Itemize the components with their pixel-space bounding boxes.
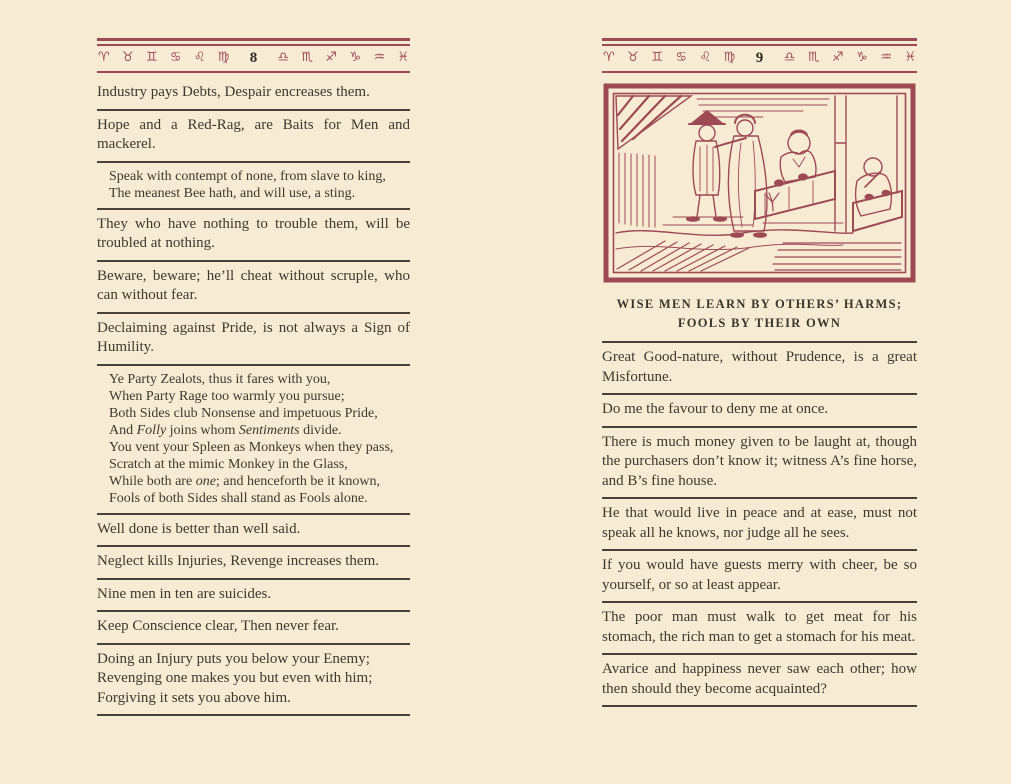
- aphorism: Great Good-nature, without Prudence, is a great Misfortune.: [602, 349, 917, 385]
- zodiac-ornament-icon: ♊: [651, 50, 663, 65]
- header-rule-bottom: [602, 71, 917, 73]
- aphorism: Keep Conscience clear, Then never fear.: [97, 618, 339, 634]
- divider-rule: [602, 549, 917, 551]
- aphorism: Declaiming against Pride, is not always a Sign of Humility.: [97, 319, 410, 355]
- verse-line: Scratch at the mimic Monkey in the Glass,: [109, 456, 348, 472]
- verse-line: When Party Rage too warmly you pursue;: [109, 388, 345, 404]
- zodiac-ornament-icon: ♋: [169, 50, 182, 65]
- zodiac-ornament-icon: ♑: [349, 50, 362, 65]
- divider-rule: [97, 208, 410, 210]
- divider-rule: [97, 545, 410, 547]
- zodiac-ornament-icon: ♍: [217, 50, 230, 65]
- verse-line: You vent your Spleen as Monkeys when they pass,: [109, 439, 394, 455]
- verse-line: While both are one; and henceforth be it known,: [109, 473, 380, 489]
- aphorism: Neglect kills Injuries, Revenge increases them.: [97, 553, 379, 569]
- verse-line: Fools of both Sides shall stand as Fools alone.: [109, 490, 368, 506]
- verse-line: Ye Party Zealots, thus it fares with you,: [109, 371, 331, 387]
- zodiac-ornament-icon: ♈: [98, 50, 110, 65]
- verse-triplet: [97, 650, 410, 709]
- divider-rule: [97, 643, 410, 645]
- divider-rule: [97, 364, 410, 366]
- aphorism: They who have nothing to trouble them, will be troubled at nothing.: [97, 215, 410, 251]
- zodiac-ornament-icon: ♈: [603, 50, 615, 65]
- divider-rule: [97, 260, 410, 262]
- divider-rule: [602, 426, 917, 428]
- page-header-left: [97, 38, 410, 73]
- zodiac-ornament-icon: ♌: [699, 50, 712, 65]
- header-rule-thick: [602, 38, 917, 41]
- page-number: 8: [249, 50, 258, 66]
- zodiac-ornament-icon: ♓: [397, 50, 409, 65]
- verse-line: Revenging one makes you but even with him;: [97, 670, 373, 686]
- woodcut-illustration: [602, 83, 917, 283]
- aphorism: Hope and a Red-Rag, are Baits for Men and mackerel.: [97, 116, 410, 152]
- page-number: 9: [755, 50, 764, 66]
- divider-rule: [602, 341, 917, 343]
- zodiac-ornament-icon: ♏: [807, 50, 820, 65]
- zodiac-ornament-icon: ♍: [723, 50, 736, 65]
- zodiac-ornament-icon: ♋: [675, 50, 688, 65]
- header-rule-thick: [97, 38, 410, 41]
- divider-rule: [602, 705, 917, 707]
- page-right: [602, 38, 917, 707]
- verse-line: The meanest Bee hath, and will use, a sting.: [109, 185, 356, 201]
- ornament-row: [602, 46, 917, 69]
- zodiac-ornament-icon: ♓: [904, 50, 916, 65]
- caption-line: FOOLS BY THEIR OWN: [677, 316, 842, 330]
- header-rule-bottom: [97, 71, 410, 73]
- zodiac-ornament-icon: ♐: [831, 50, 844, 65]
- aphorism: Do me the favour to deny me at once.: [602, 401, 829, 417]
- aphorism: He that would live in peace and at ease, must not speak all he knows, nor judge all he sees.: [602, 505, 917, 541]
- verse-line: Doing an Injury puts you below your Enemy;: [97, 650, 370, 667]
- woodcut-caption: [602, 295, 917, 333]
- divider-rule: [97, 109, 410, 111]
- woodcut-figure: [602, 83, 917, 283]
- zodiac-ornament-icon: ♎: [783, 50, 796, 65]
- divider-rule: [97, 513, 410, 515]
- divider-rule: [97, 578, 410, 580]
- zodiac-ornament-icon: ♒: [373, 50, 385, 65]
- divider-rule: [97, 714, 410, 716]
- aphorism: There is much money given to be laught at, though the purchasers don’t know it; witness A’s fine horse, and B’s fine house.: [602, 433, 917, 489]
- divider-rule: [602, 497, 917, 499]
- aphorism: Nine men in ten are suicides.: [97, 585, 272, 602]
- divider-rule: [97, 161, 410, 163]
- zodiac-ornament-icon: ♌: [193, 50, 206, 65]
- zodiac-ornament-icon: ♑: [856, 50, 868, 65]
- ornament-row: [97, 46, 410, 69]
- divider-rule: [602, 601, 917, 603]
- verse-line: Speak with contempt of none, from slave to king,: [109, 168, 386, 184]
- aphorism: The poor man must walk to get meat for his stomach, the rich man to get a stomach for his meat.: [602, 609, 917, 645]
- verse-couplet: [97, 168, 410, 202]
- aphorism: Beware, beware; he’ll cheat without scruple, who can without fear.: [97, 267, 410, 303]
- zodiac-ornament-icon: ♊: [145, 50, 158, 65]
- zodiac-ornament-icon: ♐: [325, 50, 338, 65]
- divider-rule: [602, 393, 917, 395]
- caption-line: WISE MEN LEARN BY OTHERS’ HARMS;: [616, 297, 903, 311]
- divider-rule: [97, 610, 410, 612]
- divider-rule: [97, 312, 410, 314]
- verse-poem: [97, 371, 410, 507]
- aphorism: Industry pays Debts, Despair encreases them.: [97, 84, 370, 100]
- zodiac-ornament-icon: ♉: [627, 50, 639, 65]
- zodiac-ornament-icon: ♉: [121, 50, 134, 65]
- aphorism: If you would have guests merry with cheer, be so yourself, or so at least appear.: [602, 557, 917, 593]
- zodiac-ornament-icon: ♒: [880, 50, 892, 65]
- aphorism: Well done is better than well said.: [97, 520, 301, 537]
- verse-line: Both Sides club Nonsense and impetuous Pride,: [109, 405, 378, 421]
- zodiac-ornament-icon: ♏: [301, 50, 314, 65]
- page-header-right: [602, 38, 917, 73]
- zodiac-ornament-icon: ♎: [277, 50, 290, 65]
- page-left: [97, 38, 410, 716]
- verse-line: And Folly joins whom Sentiments divide.: [109, 422, 342, 438]
- aphorism: Avarice and happiness never saw each other; how then should they become acquainted?: [602, 661, 917, 697]
- verse-line: Forgiving it sets you above him.: [97, 689, 291, 706]
- divider-rule: [602, 653, 917, 655]
